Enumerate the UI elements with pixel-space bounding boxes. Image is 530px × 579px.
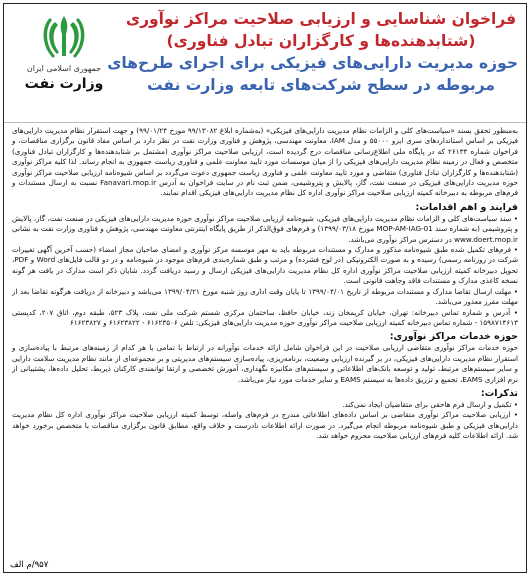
- process-item: • سند سیاست‌های کلی و الزامات نظام مدیریت دارایی‌های فیزیکی، شیوه‌نامه ارزیابی صلاحیت مراکز نوآوری حوزه مدیریت دارایی‌های فیزیکی در صنعت نفت، گاز، پالایش و پتروشیمی (به شماره سند MOP-AM-IAG-01 مورخ ۱۳۹۹/۰۳/۱۸) و فرم‌های فوق‌الذکر از طریق پایگاه اینترنتی معاونت مهندسی، پژوهش و فناوری وزارت نفت به نشانی www.doert.mop.ir در دسترس مراکز نوآوری می‌باشد.: [12, 213, 518, 244]
- notes-heading: تذکرات:: [480, 387, 518, 399]
- title-line-2: (شتابدهنده‌ها و کارگزاران تبادل فناوری): [166, 32, 476, 50]
- ministry-logo: [14, 12, 114, 116]
- emblem-caption: جمهوری اسلامی ایران: [26, 64, 102, 73]
- announcement-body: [12, 126, 518, 568]
- header: [4, 4, 526, 123]
- title-line-3: حوزه مدیریت دارایی‌های فیزیکی برای اجرای طرح‌های: [107, 54, 518, 72]
- title-line-4: مربوطه در سطح شرکت‌های تابعه وزارت نفت: [147, 76, 495, 94]
- document-code: ۹۵۷/م الف: [10, 560, 49, 570]
- title-line-1: فراخوان شناسایی و ارزیابی صلاحیت مراکز نوآوری: [125, 10, 517, 28]
- announcement-page: [3, 3, 527, 573]
- process-item: • مهلت ارسال تقاضا مدارک و مستندات مربوطه از تاریخ ۱۳۹۹/۰۴/۰۱ تا پایان وقت اداری روز شنبه مورخ ۱۳۹۹/۰۴/۲۱ می‌باشد و دبیرخانه از دریافت هرگونه تقاضا بعد از مهلت مقرر معذور می‌باشد.: [12, 286, 518, 307]
- services-heading: حوزه خدمات مراکز نوآوری:: [389, 331, 518, 343]
- intro-paragraph: به‌منظور تحقق بسند «سیاست‌های کلی و الزامات نظام مدیریت دارایی‌های فیزیکی» (به‌شماره ابلاغ ۹۹/۱۳۰۸۲ مورخ ۹۹/۰۱/۲۴) و جهت استقرار نظام مدیریت دارایی‌های فیزیکی بر اساس استانداردهای سری ایزو ۵۵۰۰۰ و مدل IAM، معاونت مهندسی، پژوهش و فناوری وزارت نفت در نظر دارد بر اساس مفاد قانون برگزاری مناقصات، و فراخوان شماره ۲۶۱۳۴ که در پایگاه ملی اطلاع‌رسانی مناقصات درج گردیده است، ارزیابی صلاحیت مراکز نوآوری (مشتمل بر شتابدهنده‌ها و کارگزاران تبادل فناوری) متخصص و فعال در زمینه نظام مدیریت دارایی‌های فیزیکی را از میان موسسات مورد تایید معاونت علمی و فناوری ریاست جمهوری به انجام رساند. لذا کلیه مراکز نوآوری (شتابدهنده‌ها و کارگزاران تبادل فناوری) متقاضی و مورد تایید معاونت علمی و فناوری ریاست جمهوری دعوت می‌گردد بر اساس شیوه‌نامه ارزیابی صلاحیت مراکز نوآوری حوزه مدیریت دارایی‌های فیزیکی در صنعت نفت، گاز، پالایش و پتروشیمی، ضمن ثبت نام در سایت فراخوان به آدرس Fanavari.mop.ir نسبت به ارسال مستندات و فرم‌های مربوطه به دبیرخانه کمیته ارزیابی صلاحیت مراکز نوآوری اداره کل نظام مدیریت دارایی‌های فیزیکی اقدام نمایند.: [12, 126, 518, 198]
- note-item: • تکمیل و ارسال فرم هاحقی برای متقاضیان ایجاد نمی‌کند.: [342, 399, 518, 409]
- process-heading: فرایند و اهم اقدامات:: [415, 201, 518, 213]
- title-block: [107, 8, 518, 96]
- services-paragraph: حوزه خدمات مراکز نوآوری متقاضی ارزیابی صلاحیت در این فراخوان شامل ارائه خدمات نوآورانه در ارتباط با تمامی یا هر کدام از زمینه‌های مرتبط با پیاده‌سازی و استقرار نظام مدیریت دارایی‌های فیزیکی، در بر گیرنده ارزیابی وضعیت، برنامه‌ریزی، پیاده‌سازی سیستم‌های مدیریتی و بر مجموعه‌ای از مانند نظام مدیریت سلامت دارایی و سایر سیستم‌های مرتبط، تولید و توسعه بانک‌های اطلاعاتی و سیستم‌های مکانیزه نگهداری، آموزش تخصصی و ارتقا توانمندی کارکنان ذیربط، تحلیل داده‌ها، پشتیبانی از نرم افزاری EAMS، تجمیع و تزریق داده‌ها به سیستم EAMS و سایر خدمات مورد نیاز می‌باشد.: [12, 343, 518, 384]
- process-item: • فرم‌های تکمیل شده طبق شیوه‌نامه مذکور و مدارک و مستندات مربوطه باید به مهر موسسه مرکز نوآوری و امضای صاحبان مجاز امضاء (حسب آخرین آگهی تغییرات شرکت در روزنامه رسمی) رسیده و به صورت الکترونیکی (در لوح فشرده) و مرتب و طبق شماره‌بندی فرم‌های موجود در شیوه‌نامه و در دو قالب فایل‌های Word و PDF، تحویل دبیرخانه کمیته ارزیابی صلاحیت مراکز نوآوری اداره کل نظام مدیریت دارایی‌های فیزیکی ارسال و رسید دریافت گردد. شایان ذکر است مدارک در یافت هر گونه نسخه کاغذی مدارک و مستندات فاقد وجاهت قانونی است.: [12, 245, 518, 286]
- note-item: • ارزیابی صلاحیت مراکز نوآوری متقاضی بر اساس داده‌های اطلاعاتی مندرج در فرم‌های واصله، توسط کمیته ارزیابی صلاحیت مراکز نوآوری اداره کل نظام مدیریت دارایی‌های فیزیکی و طبق شیوه‌نامه مربوطه انجام می‌گیرد. در صورت ارائه اطلاعات نادرست و خلاف واقع، مطابق قانون برگزاری مناقصات با متخصص برخورد خواهد شد. ارائه اطلاعات کلیه فرم‌های ارزیابی صلاحیت محروم خواهد شد.: [12, 410, 518, 441]
- ministry-name: وزارت نفت: [24, 76, 104, 92]
- iran-emblem-icon: [41, 12, 87, 62]
- process-item: • آدرس و شماره تماس دبیرخانه: تهران، خیابان کریمخان زند، خیابان حافظ، ساختمان مرکزی شستم شرکت ملی نفت، پلاک ۵۲۳، طبقه دوم، اتاق ۲۰۷، کدپستی ۱۵۹۸۷۱۴۶۱۳ - شماره تماس دبیرخانه کمیته ارزیابی صلاحیت مراکز نوآوری حوزه مدیریت دارایی‌های فیزیکی: تلفن ۶۱۶۲۳۵۰۶ - ۶۱۶۲۳۸۲۲ و ۶۱۶۲۳۸۲۷: [12, 307, 518, 327]
